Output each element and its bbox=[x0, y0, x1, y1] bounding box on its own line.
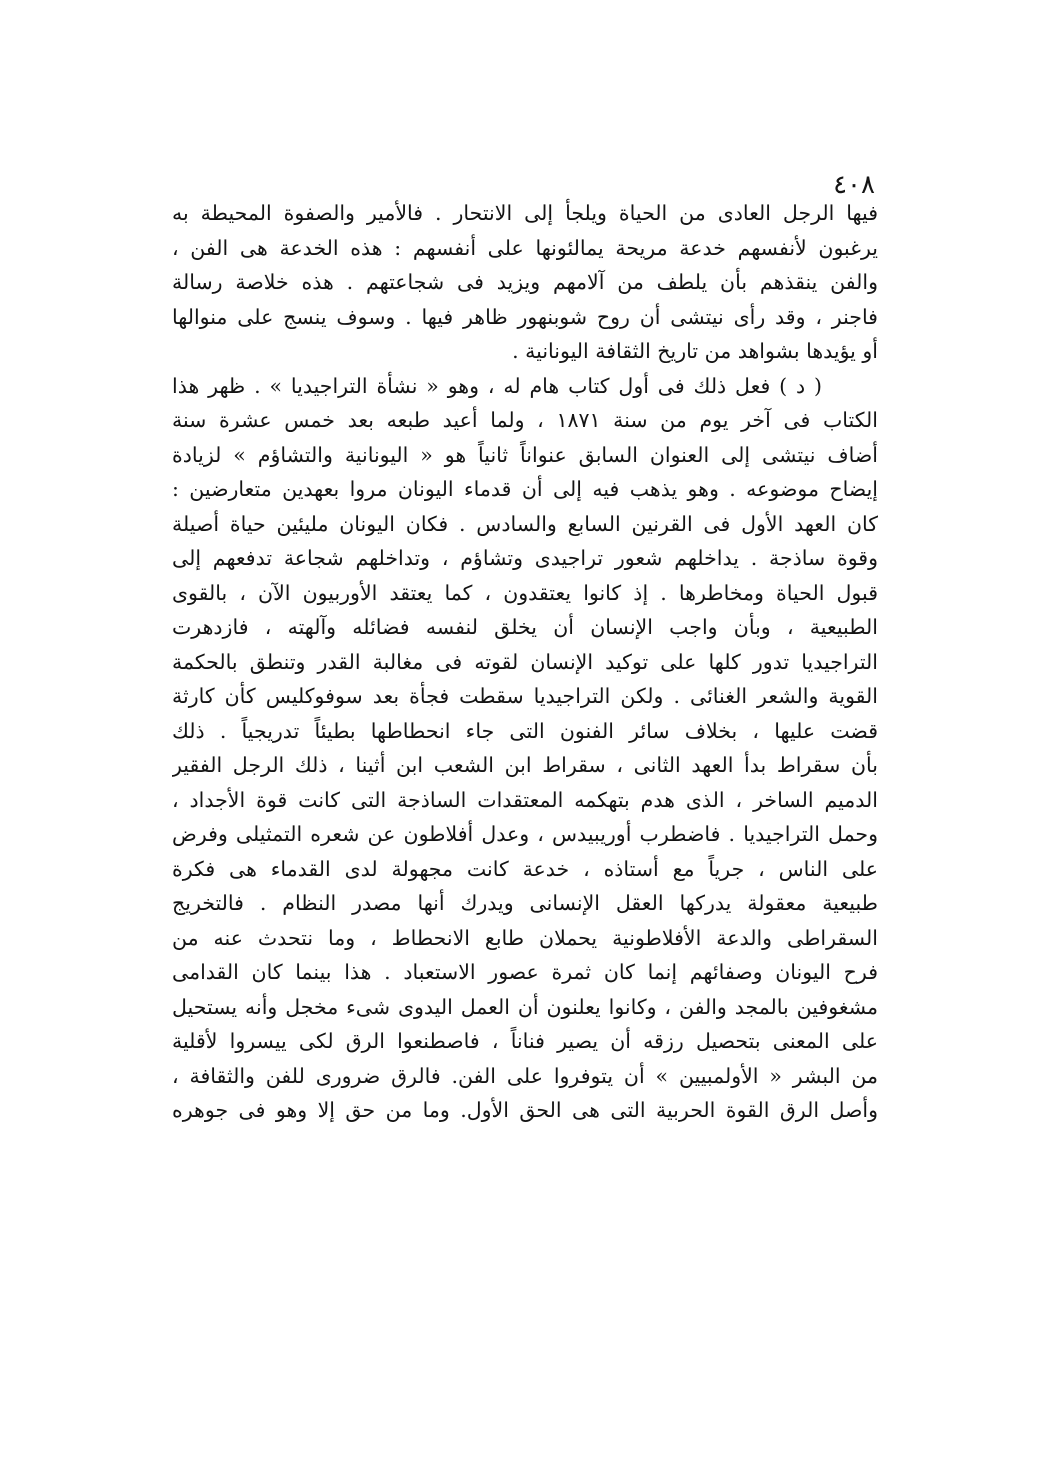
text-line: بأن سقراط بدأ العهد الثانى ، سقراط ابن الشعب ابن أثينا ، ذلك الرجل الفقير bbox=[172, 753, 878, 777]
text-line: الكتاب فى آخر يوم من سنة ١٨٧١ ، ولما أعيد طبعه بعد خمس عشرة سنة bbox=[172, 408, 878, 432]
text-line: فرح اليونان وصفائهم إنما كان ثمرة عصور الاستعباد . هذا بينما كان القدامى bbox=[172, 960, 878, 984]
text-line: أو يؤيدها بشواهد من تاريخ الثقافة اليونانية . bbox=[512, 339, 878, 363]
page-number: ٤٠٨ bbox=[833, 170, 875, 200]
text-line: فاجنر ، وقد رأى نيتشى أن روح شوبنهور ظاهر فيها . وسوف ينسج على منوالها bbox=[172, 304, 878, 329]
text-line: والفن ينقذهم بأن يلطف من آلامهم ويزيد فى شجاعتهم . هذه خلاصة رسالة bbox=[172, 270, 878, 294]
text-line: أضاف نيتشى إلى العنوان السابق عنواناً ثانياً هو « اليونانية والتشاؤم » لزيادة bbox=[172, 442, 878, 467]
text-line: القوية والشعر الغنائى . ولكن التراجيديا سقطت فجأة بعد سوفوكليس كأن كارثة bbox=[172, 684, 878, 708]
text-line: التراجيديا تدور كلها على توكيد الإنسان لقوته فى مغالبة القدر وتنطق بالحكمة bbox=[172, 649, 878, 674]
text-line: على الناس ، جرياً مع أستاذه ، خدعة كانت مجهولة لدى القدماء هى فكرة bbox=[172, 856, 878, 881]
text-line: مشغوفين بالمجد والفن ، وكانوا يعلنون أن العمل اليدوى شىء مخجل وأنه يستحيل bbox=[172, 994, 878, 1019]
text-line: إيضاح موضوعه . وهو يذهب فيه إلى أن قدماء اليونان مروا بعهدين متعارضين : bbox=[172, 477, 878, 501]
text-line: قبول الحياة ومخاطرها . إذ كانوا يعتقدون ، كما يعتقد الأوربيون الآن ، بالقوى bbox=[172, 580, 878, 605]
text-line: فيها الرجل العادى من الحياة ويلجأ إلى الانتحار . فالأمير والصفوة المحيطة به bbox=[172, 201, 878, 225]
text-line: الدميم الساخر ، الذى هدم بتهكمه المعتقدات الساذجة التى كانت قوة الأجداد ، bbox=[172, 787, 878, 812]
text-line: وأصل الرق القوة الحربية التى هى الحق الأول. وما من حق إلا وهو فى جوهره bbox=[172, 1098, 878, 1122]
text-line: يرغبون لأنفسهم خدعة مريحة يمالئونها على أنفسهم : هذه الخدعة هى الفن ، bbox=[172, 235, 878, 260]
body-text bbox=[172, 196, 878, 1128]
text-line: السقراطى والدعة الأفلاطونية يحملان طابع الانحطاط ، وما نتحدث عنه من bbox=[172, 925, 878, 950]
text-line: كان العهد الأول فى القرنين السابع والسادس . فكان اليونان مليئين حياة أصيلة bbox=[172, 511, 878, 536]
text-line: ( د ) فعل ذلك فى أول كتاب هام له ، وهو « نشأة التراجيديا » . ظهر هذا bbox=[172, 373, 822, 398]
text-line: على المعنى بتحصيل رزقه أن يصير فناناً ، فاصطنعوا الرق لكى ييسروا لأقلية bbox=[172, 1029, 878, 1053]
text-line: من البشر « الأولمبيين » أن يتوفروا على الفن. فالرق ضرورى للفن والثقافة ، bbox=[172, 1063, 878, 1088]
text-line: قضت عليها ، بخلاف سائر الفنون التى جاء انحطاطها بطيئاً تدريجياً . ذلك bbox=[172, 718, 878, 743]
text-line: طبيعية معقولة يدركها العقل الإنسانى ويدرك أنها مصدر النظام . فالتخريج bbox=[172, 891, 878, 915]
text-line: وحمل التراجيديا . فاضطرب أوريبيدس ، وعدل أفلاطون عن شعره التمثيلى وفرض bbox=[172, 822, 878, 846]
text-line: وقوة ساذجة . يداخلهم شعور تراجيدى وتشاؤم ، وتداخلهم شجاعة تدفعهم إلى bbox=[172, 546, 878, 570]
text-line: الطبيعية ، وبأن واجب الإنسان أن يخلق لنفسه فضائله وآلهته ، فازدهرت bbox=[172, 615, 878, 639]
